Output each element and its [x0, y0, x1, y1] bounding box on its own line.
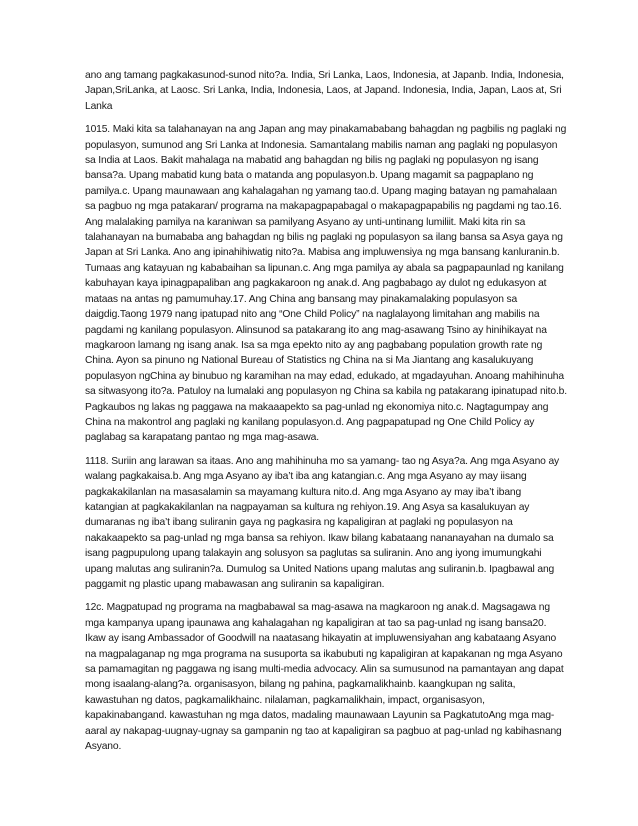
document-page — [85, 68, 567, 762]
paragraph-items-18-19: 1118. Suriin ang larawan sa itaas. Ano ang mahihinuha mo sa yamang- tao ng Asya?a. Ang mga Asyano ay walang pagkakaisa.b. Ang mga Asyano ay iba’t iba ang katangian.c. Ang mga Asyano ay may iisang pagkakakilanlan na masasalamin sa mayamang kultura nito.d. Ang mga Asyano ay may iba’t ibang katangian at pagkakakilanlan na nagpayaman sa kultura ng rehiyon.19. Ang Asya sa kasalukuyan ay dumaranas ng iba’t ibang suliranin gaya ng pagkasira ng kapaligiran at paglaki ng populasyon na nakakaapekto sa pag-unlad ng mga bansa sa rehiyon. Ikaw bilang kabataang nananayahan na dumalo sa isang pagpupulong upang talakayin ang solusyon sa paglutas sa suliranin. Ano ang iyong imumungkahi upang malutas ang suliranin?a. Dumulog sa United Nations upang malutas ang suliranin.b. Ipagbawal ang paggamit ng plastic upang mabawasan ang suliranin sa kapaligiran. — [85, 455, 560, 590]
paragraph-items-15-17: 1015. Maki kita sa talahanayan na ang Japan ang may pinakamababang bahagdan ng pagbilis ng paglaki ng populasyon, sumunod ang Sri Lanka at Indonesia. Samantalang mabilis naman ang paglaki ng populasyon sa India at Laos. Bakit mahalaga na mabatid ang bahagdan ng bilis ng paglaki ng populasyon ng isang bansa?a. Upang mabatid kung bata o matanda ang populasyon.b. Upang magamit sa pagpaplano ng pamilya.c. Upang maunawaan ang kahalagahan ng yamang tao.d. Upang maging batayan ng pamahalaan sa pagbuo ng mga patakaran/ programa na makapagpapabagal o makapagpapabilis ng pagdami ng tao.16. Ang malalaking pamilya na karaniwan sa pamilyang Asyano ay unti-untinang lumiliit. Maki kita rin sa talahanayan na bumababa ang bahagdan ng bilis ng paglaki ng populasyon sa ilang bansa sa Asya gaya ng Japan at Sri Lanka. Ano ang ipinahihiwatig nito?a. Mabisa ang impluwensiya ng mga bansang kanluranin.b. Tumaas ang katayuan ng kababaihan sa lipunan.c. Ang mga pamilya ay abala sa pagpapaunlad ng kanilang kabuhayan kaya ipinagpapaliban ang pagkakaroon ng anak.d. Ang pagbabago ay dulot ng edukasyon at mataas na antas ng pamumuhay.17. Ang China ang bansang may pinakamalaking populasyon sa daigdig.Taong 1979 nang ipatupad nito ang “One Child Policy” na naglalayong limitahan ang mabilis na pagdami ng kanilang populasyon. Alinsunod sa patakarang ito ang mag-asawang Tsino ay hinihikayat na magkaroon lamang ng isang anak. Isa sa mga epekto nito ay ang pagbabang population growth rate ng China. Ayon sa pinuno ng National Bureau of Statistics ng China na si Ma Jiantang ang kasalukuyang populasyon ngChina ay binubuo ng karamihan na may edad, edukado, at mgadayuhan. Anoang mahihinuha sa sitwasyong ito?a. Patuloy na lumalaki ang populasyon ng China sa kabila ng patakarang ipinatupad nito.b. Pagkaubos ng lakas ng paggawa na makaaapekto sa pag-unlad ng ekonomiya nito.c. Nagtagumpay ang China na makontrol ang paglaki ng kanilang populasyon.d. Ang pagpapatupad ng One Child Policy ay paglabag sa karapatang pantao ng mga mag-asawa. — [85, 124, 567, 444]
paragraph-answer-choices: ano ang tamang pagkakasunod-sunod nito?a. India, Sri Lanka, Laos, Indonesia, at Japanb. India, Indonesia, Japan,SriLanka, at Laosc. Sri Lanka, India, Indonesia, Laos, at Japand. Indonesia, India, Japan, Laos at, Sri Lanka — [85, 70, 564, 112]
paragraph-items-19-20: 12c. Magpatupad ng programa na magbabawal sa mag-asawa na magkaroon ng anak.d. Magsagawa ng mga kampanya upang ipaunawa ang kahalagahan ng kapaligiran at tao sa pag-unlad ng isang bansa20. Ikaw ay isang Ambassador of Goodwill na naatasang hikayatin at impluwensiyahan ang kabataang Asyano na magpalaganap ng mga programa na susuporta sa ikabubuti ng kapaligiran at kapakanan ng mga Asyano sa pamamagitan ng paggawa ng isang multi-media advocacy. Alin sa sumusunod na pamantayan ang dapat mong isaalang-alang?a. organisasyon, bilang ng pahina, pagkamalikhainb. kaangkupan ng salita, kawastuhan ng datos, pagkamalikhainc. nilalaman, pagkamalikhain, impact, organisasyon, kapakinabangand. kawastuhan ng mga datos, madaling maunawaan Layunin sa PagkatutoAng mga mag-aaral ay nakapag-uugnay-ugnay sa gampanin ng tao at kapaligiran sa pagbuo at pag-unlad ng kabihasnang Asyano. — [85, 602, 564, 753]
